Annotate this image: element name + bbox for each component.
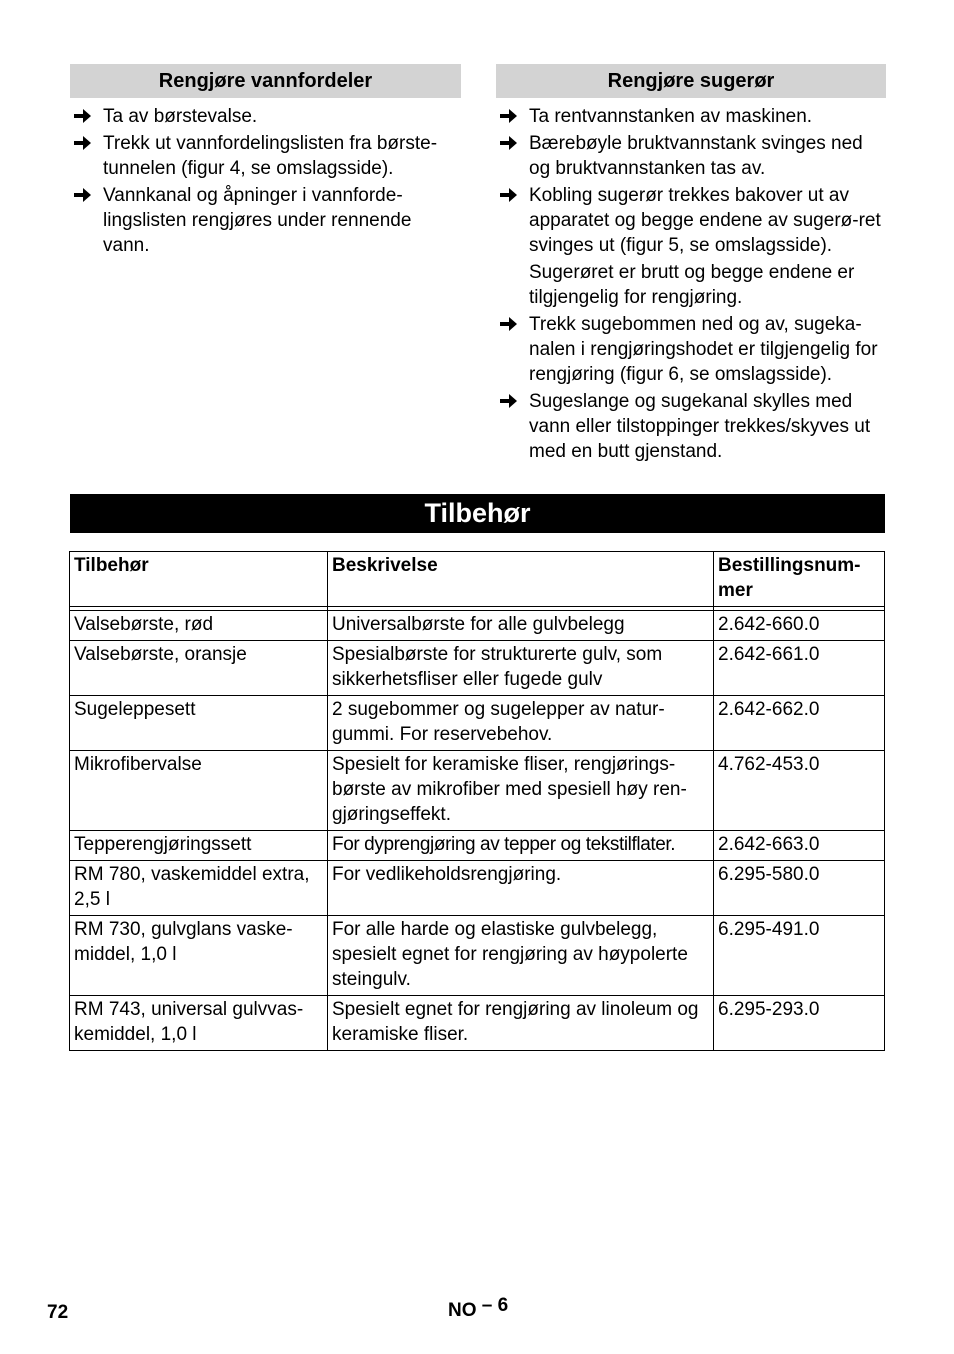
step-text: Vannkanal og åpninger i vannforde-lingslisten rengjøres under rennende vann. (103, 185, 412, 256)
step-text: Trekk sugebommen ned og av, sugeka-nalen i rengjøringshodet er tilgjengelig for rengjøring (figur 6, se omslagsside). (529, 314, 878, 385)
step-item (496, 183, 886, 258)
cell-accessory: RM 730, gulvglans vaske-middel, 1,0 l (70, 916, 328, 996)
cell-description: Spesielt egnet for rengjøring av linoleum og keramiske fliser. (328, 996, 714, 1051)
section-heading: Rengjøre sugerør (496, 64, 886, 98)
cell-order-number: 2.642-663.0 (714, 831, 885, 861)
accessories-banner: Tilbehør (70, 494, 885, 533)
cell-description: For alle harde og elastiske gulvbelegg, spesielt egnet for rengjøring av høypolerte steingulv. (328, 916, 714, 996)
cell-description: For vedlikeholdsrengjøring. (328, 861, 714, 916)
cell-order-number: 6.295-293.0 (714, 996, 885, 1051)
step-text: Ta rentvannstanken av maskinen. (529, 106, 813, 127)
cell-order-number: 6.295-580.0 (714, 861, 885, 916)
header-accessory: Tilbehør (70, 552, 328, 607)
step-text: Bærebøyle bruktvannstank svinges ned og bruktvannstanken tas av. (529, 133, 863, 179)
step-item (496, 131, 886, 181)
language-code: NO (448, 1300, 477, 1321)
cell-order-number: 4.762-453.0 (714, 751, 885, 831)
arrow-right-icon (500, 389, 520, 414)
table-row (70, 916, 885, 996)
table-row (70, 831, 885, 861)
step-note: Sugerøret er brutt og begge endene er tilgjengelig for rengjøring. (529, 262, 855, 308)
step-text: Sugeslange og sugekanal skylles med vann eller tilstoppinger trekkes/skyves ut med en butt gjenstand. (529, 391, 871, 462)
step-list (496, 104, 886, 258)
cell-accessory: Valsebørste, oransje (70, 641, 328, 696)
cell-accessory: Sugeleppesett (70, 696, 328, 751)
step-item (496, 389, 886, 464)
arrow-right-icon (500, 104, 520, 129)
cell-accessory: Valsebørste, rød (70, 611, 328, 641)
arrow-right-icon (500, 312, 520, 337)
header-description: Beskrivelse (328, 552, 714, 607)
cell-description: Spesielt for keramiske fliser, rengjørings-børste av mikrofiber med spesiell høy ren-gjøringseffekt. (328, 751, 714, 831)
arrow-right-icon (500, 131, 520, 156)
accessories-table (69, 551, 885, 1051)
cell-description: For dyprengjøring av tepper og tekstilflater. (328, 831, 714, 861)
arrow-right-icon (74, 183, 94, 208)
table-row (70, 996, 885, 1051)
cell-description: Universalbørste for alle gulvbelegg (328, 611, 714, 641)
cell-accessory: RM 780, vaskemiddel extra, 2,5 l (70, 861, 328, 916)
step-item (496, 312, 886, 387)
section-clean-water-distributor (70, 64, 461, 260)
cell-order-number: 2.642-662.0 (714, 696, 885, 751)
step-list (70, 104, 461, 258)
page-number: 72 (47, 1302, 69, 1323)
cell-accessory: Tepperengjøringssett (70, 831, 328, 861)
cell-order-number: 2.642-660.0 (714, 611, 885, 641)
arrow-right-icon (500, 183, 520, 208)
cell-order-number: 2.642-661.0 (714, 641, 885, 696)
step-text: Trekk ut vannfordelingslisten fra børste-tunnelen (figur 4, se omslagsside). (103, 133, 438, 179)
section-page-label (448, 1295, 509, 1323)
step-item (70, 104, 461, 129)
cell-description: Spesialbørste for strukturerte gulv, som sikkerhetsfliser eller fugede gulv (328, 641, 714, 696)
arrow-right-icon (74, 131, 94, 156)
table-row (70, 696, 885, 751)
section-heading: Rengjøre vannfordeler (70, 64, 461, 98)
cell-accessory: Mikrofibervalse (70, 751, 328, 831)
table-row (70, 751, 885, 831)
step-item (70, 131, 461, 181)
step-text: Ta av børstevalse. (103, 106, 258, 127)
step-text: Kobling sugerør trekkes bakover ut av apparatet og begge endene av sugerø-ret svinges ut (figur 5, se omslagsside). (529, 185, 881, 256)
section-page-number: – 6 (481, 1295, 509, 1316)
table-header-row (70, 552, 885, 607)
arrow-right-icon (74, 104, 94, 129)
section-clean-suction-tube (496, 64, 886, 466)
header-order-number: Bestillingsnum-mer (714, 552, 885, 607)
table-row (70, 611, 885, 641)
step-item (70, 183, 461, 258)
step-item (496, 104, 886, 129)
cell-order-number: 6.295-491.0 (714, 916, 885, 996)
cell-description: 2 sugebommer og sugelepper av natur-gummi. For reservebehov. (328, 696, 714, 751)
table-row (70, 861, 885, 916)
table-row (70, 641, 885, 696)
cell-accessory: RM 743, universal gulvvas-kemiddel, 1,0 l (70, 996, 328, 1051)
step-list-continued (496, 312, 886, 464)
